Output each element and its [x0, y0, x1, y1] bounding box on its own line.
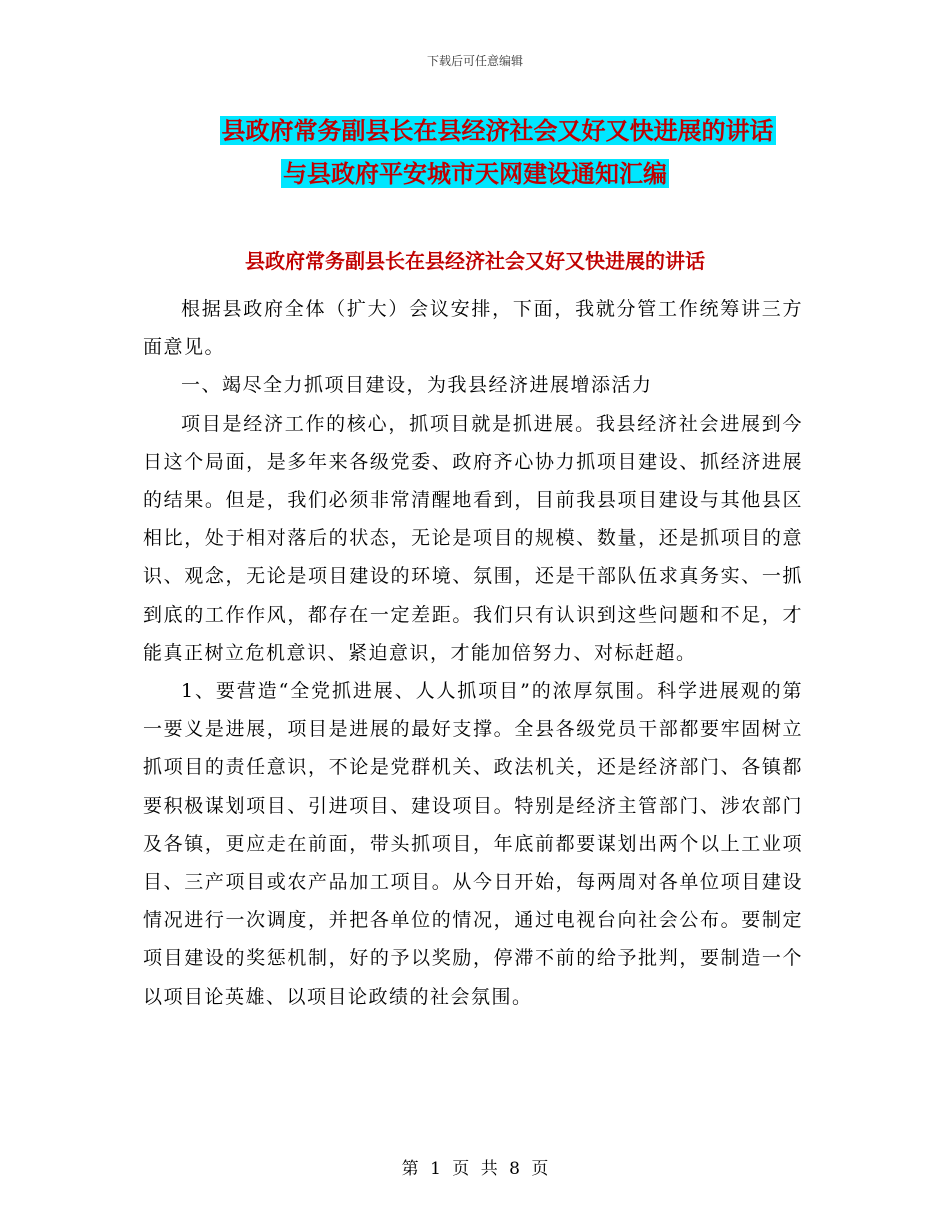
- document-title-line-2: [0, 156, 950, 192]
- paragraph: 一、竭尽全力抓项目建设，为我县经济进展增添活力: [181, 374, 653, 397]
- paragraph: 项目是经济工作的核心，抓项目就是抓进展。我县经济社会进展到今日这个局面，是多年来各级党委、政府齐心协力抓项目建设、抓经济进展的结果。但是，我们必须非常清醒地看到，目前我县项目建设与其他县区相比，处于相对落后的状态，无论是项目的规模、数量，还是抓项目的意识、观念，无论是项目建设的环境、氛围，还是干部队伍求真务实、一抓到底的工作作风，都存在一定差距。我们只有认识到这些问题和不足，才能真正树立危机意识、紧迫意识，才能加倍努力、对标赶超。: [143, 412, 803, 664]
- header-note: 下载后可任意编辑: [426, 54, 523, 68]
- title-line-1-text: 县政府常务副县长在县经济社会又好又快进展的讲话: [221, 116, 774, 145]
- paragraph: 根据县政府全体（扩大）会议安排，下面，我就分管工作统筹讲三方面意见。: [143, 298, 803, 359]
- body-text: [143, 290, 803, 1016]
- section-title: 县政府常务副县长在县经济社会又好又快进展的讲话: [245, 249, 705, 273]
- paragraph: 1、要营造“全党抓进展、人人抓项目”的浓厚氛围。科学进展观的第一要义是进展，项目是进展的最好支撑。全县各级党员干部都要牢固树立抓项目的责任意识，不论是党群机关、政法机关，还是经济部门、各镇都要积极谋划项目、引进项目、建设项目。特别是经济主管部门、涉农部门及各镇，更应走在前面，带头抓项目，年底前都要谋划出两个以上工业项目、三产项目或农产品加工项目。从今日开始，每两周对各单位项目建设情况进行一次调度，并把各单位的情况，通过电视台向社会公布。要制定项目建设的奖惩机制，好的予以奖励，停滞不前的给予批判，要制造一个以项目论英雄、以项目论政绩的社会氛围。: [143, 680, 803, 1008]
- page-number: 第 1 页 共 8 页: [401, 1159, 549, 1179]
- title-line-2-text: 与县政府平安城市天网建设通知汇编: [283, 159, 667, 188]
- document-title-line-1: [0, 113, 950, 149]
